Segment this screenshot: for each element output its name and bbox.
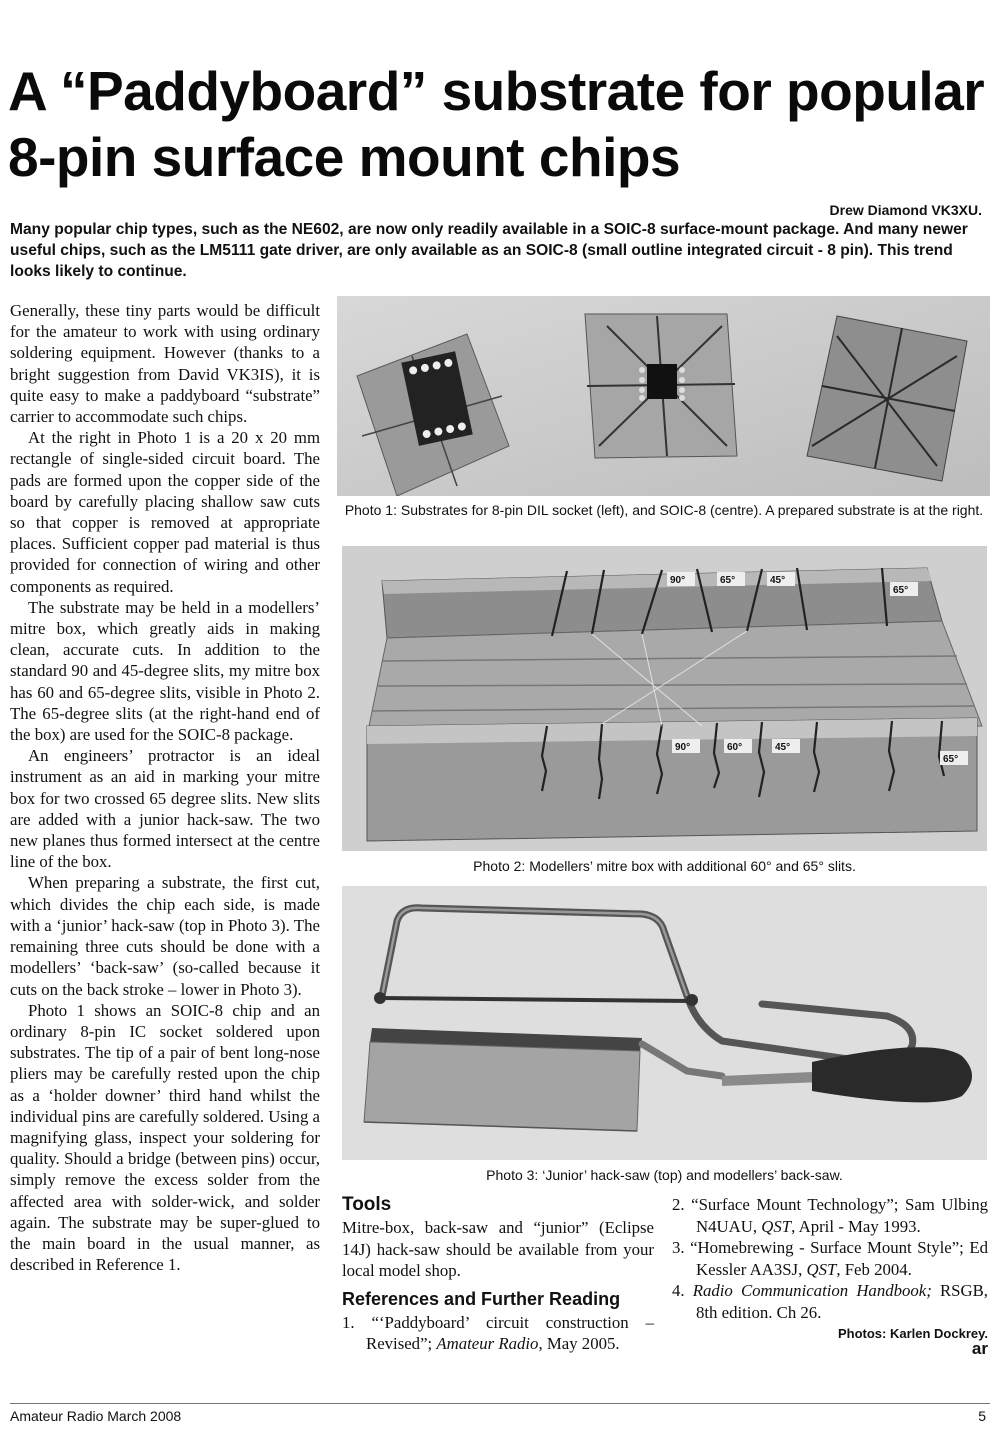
references-continued	[672, 1194, 988, 1357]
body-paragraph: When preparing a substrate, the first cut, which divides the chip each side, is made with a ‘junior’ hack-saw (top in Photo 3). The remaining three cuts should be done with a modellers’ ‘back-saw’ (so-called because it cuts on the back stroke – lower in Photo 3).	[10, 873, 320, 999]
mitre-label-bottom: 45°	[775, 742, 791, 753]
references-heading: References and Further Reading	[342, 1288, 621, 1309]
photo-1-caption: Photo 1: Substrates for 8-pin DIL socket (left), and SOIC-8 (centre). A prepared substrate is at the right.	[344, 502, 984, 518]
photos-credit: Photos: Karlen Dockrey.	[837, 1326, 988, 1341]
reference-item: 2. “Surface Mount Technology”; Sam Ulbing N4UAU, QST, April - May 1993.	[672, 1195, 988, 1236]
mitre-label-bottom: 90°	[675, 742, 691, 753]
tools-references-column	[342, 1194, 654, 1355]
footer-rule	[10, 1403, 990, 1404]
photo-2-caption: Photo 2: Modellers’ mitre box with additional 60° and 65° slits.	[473, 858, 856, 874]
mitre-label-top: 65°	[893, 585, 909, 596]
reference-item: 3. “Homebrewing - Surface Mount Style”; Ed Kessler AA3SJ, QST, Feb 2004.	[672, 1238, 988, 1279]
article-title: A “Paddyboard” substrate for popular 8-pin surface mount chips	[8, 60, 985, 188]
footer-publication: Amateur Radio March 2008	[10, 1408, 182, 1424]
photo-3-saws	[342, 886, 987, 1160]
body-paragraph: The substrate may be held in a modellers’ mitre box, which greatly aids in making clean, accurate cuts. In addition to the standard 90 and 45-degree slits, my mitre box has 60 and 65-degree slits, visible in Photo 2. The 65-degree slits (at the right-hand end of the box) are used for the SOIC-8 package.	[10, 597, 320, 745]
reference-item: 1. “‘Paddyboard’ circuit construction – Revised”; Amateur Radio, May 2005.	[342, 1312, 654, 1353]
mitre-label-top: 65°	[720, 575, 736, 586]
mitre-label-bottom: 65°	[943, 754, 959, 765]
intro-paragraph: Many popular chip types, such as the NE602, are now only readily available in a SOIC-8 surface-mount package. And many newer useful chips, such as the LM5111 gate driver, are only available as an SOIC-8 (small outline integrated circuit - 8 pin). This trend looks likely to continue.	[10, 221, 968, 280]
body-paragraph: At the right in Photo 1 is a 20 x 20 mm rectangle of single-sided circuit board. The pads are formed upon the copper side of the board by carefully placing shallow saw cuts so that copper is removed at appropriate places. Sufficient copper pad material is thus provided for connection of wiring and other components as required.	[10, 428, 320, 596]
reference-item: 4. Radio Communication Handbook; RSGB, 8th edition. Ch 26.	[672, 1281, 989, 1322]
tools-heading: Tools	[342, 1194, 392, 1215]
mitre-label-top: 90°	[670, 575, 686, 586]
photo-3-caption: Photo 3: ‘Junior’ hack-saw (top) and modellers’ back-saw.	[486, 1167, 843, 1183]
body-paragraph: An engineers’ protractor is an ideal instrument as an aid in marking your mitre box for two crossed 65 degree slits. New slits are added with a junior hack-saw. The two new planes thus formed intersect at the centre line of the box.	[10, 746, 320, 872]
soic-substrate	[585, 314, 737, 458]
ar-end-mark: ar	[971, 1339, 988, 1358]
tools-text: Mitre-box, back-saw and “junior” (Eclipse 14J) hack-saw should be available from your local model shop.	[342, 1218, 654, 1280]
photo-1-substrates	[337, 296, 990, 496]
author-byline: Drew Diamond VK3XU.	[829, 202, 982, 218]
mitre-label-top: 45°	[770, 575, 786, 586]
body-paragraph: Photo 1 shows an SOIC-8 chip and an ordinary 8-pin IC socket soldered upon substrates. The tip of a pair of bent long-nose pliers may be carefully rested upon the chip as a ‘holder downer’ third hand whilst the individual pins are carefully soldered. Using a magnifying glass, inspect your soldering for quality. Should a bridge (between pins) occur, simply remove the excess solder from the affected area with solder-wick, and solder again. The substrate may be super-glued to the main board in the usual manner, as described in Reference 1.	[10, 1000, 320, 1275]
body-column-left	[10, 300, 320, 1275]
page-number: 5	[978, 1408, 986, 1424]
mitre-label-bottom: 60°	[727, 742, 743, 753]
photo-2-mitre-box	[342, 546, 987, 851]
body-paragraph: Generally, these tiny parts would be difficult for the amateur to work with using ordinary soldering equipment. However (thanks to a bright suggestion from David VK3IS), it is quite easy to make a paddyboard “substrate” carrier to accommodate such chips.	[10, 301, 320, 427]
